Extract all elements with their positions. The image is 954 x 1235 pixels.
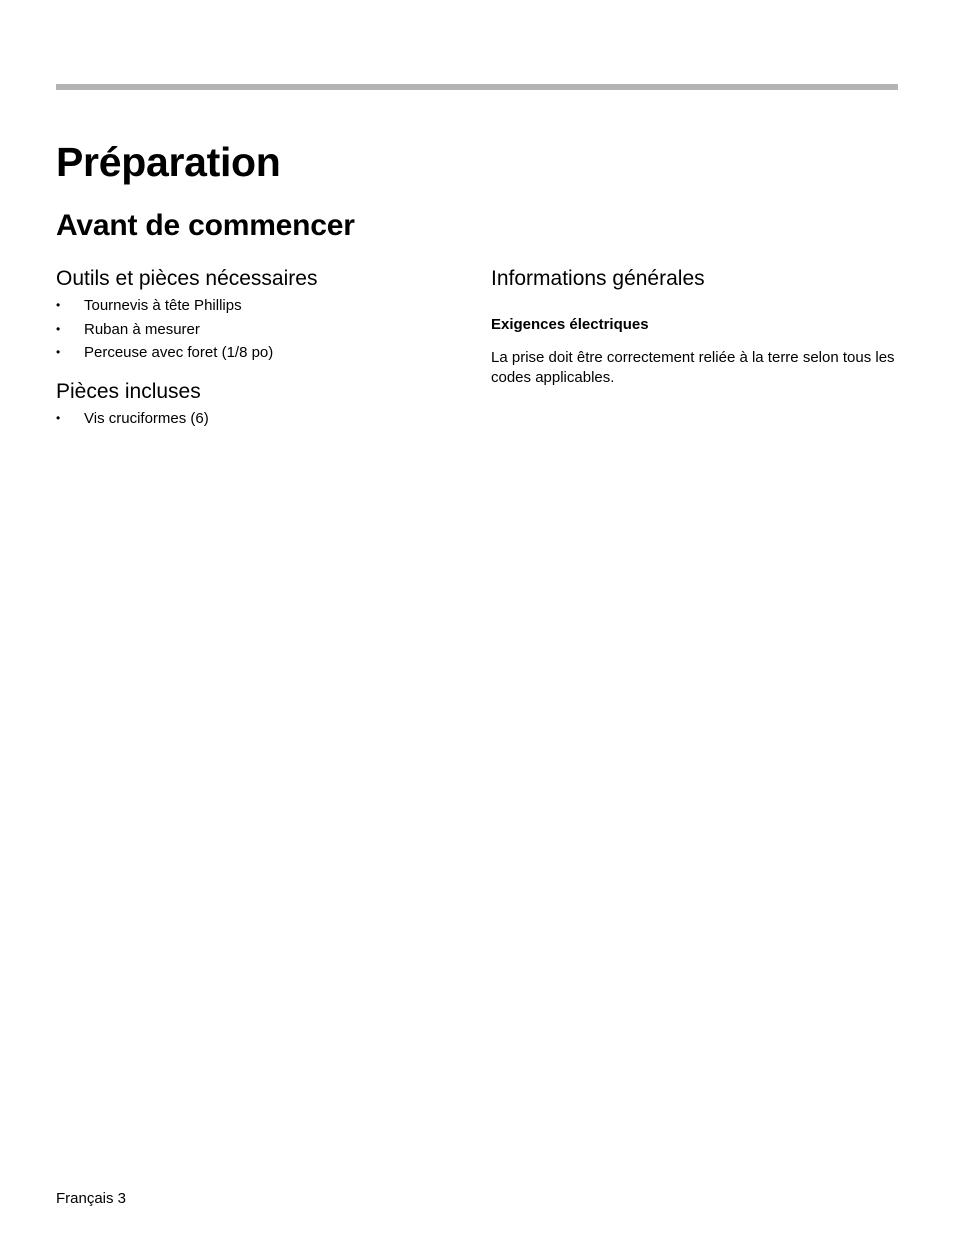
list-item-text: Perceuse avec foret (1/8 po) <box>84 344 274 361</box>
page-footer: Français 3 <box>56 1190 127 1207</box>
electrical-requirements-heading: Exigences électriques <box>491 316 649 333</box>
top-rule <box>56 84 898 90</box>
included-heading: Pièces incluses <box>56 379 201 403</box>
list-item-text: Vis cruciformes (6) <box>84 409 209 427</box>
list-item-text: Ruban à mesurer <box>84 320 200 338</box>
bullet-icon: • <box>56 410 61 425</box>
bullet-icon: • <box>56 321 61 336</box>
section-title: Avant de commencer <box>56 209 355 242</box>
bullet-icon: • <box>56 298 61 312</box>
tools-heading: Outils et pièces nécessaires <box>56 267 318 290</box>
electrical-requirements-text: La prise doit être correctement reliée à la terre selon tous les codes applicables. <box>491 349 895 386</box>
list-item <box>56 318 456 342</box>
list-item <box>56 407 456 431</box>
tools-list <box>56 294 456 365</box>
page-title: Préparation <box>56 139 281 185</box>
list-item-text: Tournevis à tête Phillips <box>84 297 242 314</box>
bullet-icon: • <box>56 345 61 359</box>
left-column <box>56 264 456 430</box>
list-item <box>56 341 456 365</box>
included-list <box>56 407 456 431</box>
general-info-heading: Informations générales <box>491 267 705 290</box>
right-column <box>491 264 898 387</box>
list-item <box>56 294 456 318</box>
